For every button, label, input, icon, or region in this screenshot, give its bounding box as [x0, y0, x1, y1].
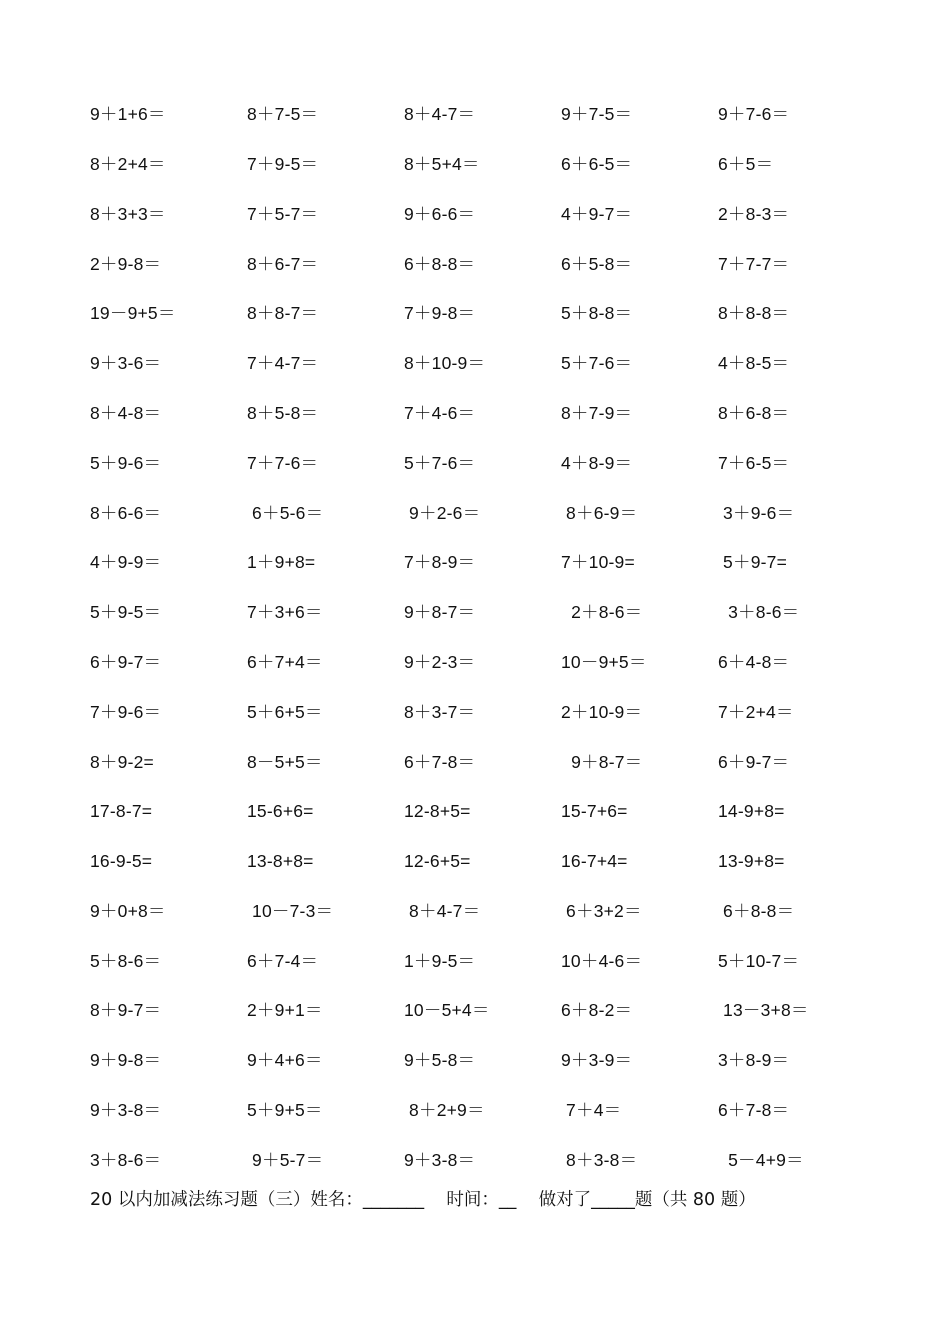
math-problem: 1＋9-5＝ [404, 950, 476, 971]
math-problem: 3＋9-6＝ [718, 502, 795, 523]
math-problem: 5＋9-5＝ [90, 602, 162, 623]
math-problem: 6＋6-5＝ [561, 153, 633, 174]
math-problem: 9＋5-7＝ [247, 1149, 324, 1170]
math-problem: 19－9+5＝ [90, 303, 176, 324]
math-problem: 8＋7-9＝ [561, 402, 633, 423]
problem-row [90, 986, 880, 1036]
math-problem: 9＋2-3＝ [404, 651, 476, 672]
math-problem: 7＋3+6＝ [247, 602, 323, 623]
math-problem: 8＋4-7＝ [404, 900, 481, 921]
math-problem: 2＋8-6＝ [561, 602, 643, 623]
math-problem: 8＋6-9＝ [561, 502, 638, 523]
math-problem: 7＋10-9= [561, 552, 635, 573]
math-problem: 12-6+5= [404, 851, 471, 872]
problem-row [90, 688, 880, 738]
math-problem: 6＋5＝ [718, 153, 774, 174]
math-problem: 8＋8-7＝ [247, 303, 319, 324]
math-problem: 5＋7-6＝ [404, 452, 476, 473]
math-problem: 16-7+4= [561, 851, 628, 872]
math-problem: 5＋8-6＝ [90, 950, 162, 971]
math-problem: 9＋7-6＝ [718, 104, 790, 125]
math-problem: 6＋9-7＝ [718, 751, 790, 772]
math-problem: 9＋3-8＝ [404, 1149, 476, 1170]
math-problem: 2＋10-9＝ [561, 701, 643, 722]
math-problem: 7＋4＝ [561, 1100, 622, 1121]
math-problem: 8＋5+4＝ [404, 153, 480, 174]
problem-grid [90, 90, 880, 1186]
math-problem: 5－4+9＝ [718, 1149, 804, 1170]
math-problem: 4＋8-9＝ [561, 452, 633, 473]
math-problem: 6＋7-8＝ [718, 1100, 790, 1121]
math-problem: 9＋3-6＝ [90, 353, 162, 374]
math-problem: 8＋3+3＝ [90, 203, 166, 224]
math-problem: 5＋7-6＝ [561, 353, 633, 374]
math-problem: 7＋9-6＝ [90, 701, 162, 722]
problem-row [90, 588, 880, 638]
math-problem: 6＋8-2＝ [561, 1000, 633, 1021]
math-problem: 6＋4-8＝ [718, 651, 790, 672]
math-problem: 5＋8-8＝ [561, 303, 633, 324]
math-problem: 7＋5-7＝ [247, 203, 319, 224]
math-problem: 7＋7-6＝ [247, 452, 319, 473]
math-problem: 8＋6-8＝ [718, 402, 790, 423]
math-problem: 8＋4-8＝ [90, 402, 162, 423]
problem-row [90, 737, 880, 787]
math-problem: 6＋8-8＝ [718, 900, 795, 921]
problem-row [90, 887, 880, 937]
problem-row [90, 488, 880, 538]
math-problem: 14-9+8= [718, 801, 785, 822]
math-problem: 9＋9-8＝ [90, 1050, 162, 1071]
problem-row [90, 1086, 880, 1136]
math-problem: 4＋8-5＝ [718, 353, 790, 374]
math-problem: 8＋5-8＝ [247, 402, 319, 423]
math-problem: 9＋4+6＝ [247, 1050, 323, 1071]
math-problem: 4＋9-9＝ [90, 552, 162, 573]
math-problem: 5＋9-7= [718, 552, 788, 573]
math-problem: 8＋8-8＝ [718, 303, 790, 324]
math-problem: 6＋5-6＝ [247, 502, 324, 523]
math-problem: 13－3+8＝ [718, 1000, 809, 1021]
math-problem: 8＋2+4＝ [90, 153, 166, 174]
math-problem: 9＋0+8＝ [90, 900, 166, 921]
math-problem: 9＋1+6＝ [90, 104, 166, 125]
math-problem: 10－9+5＝ [561, 651, 647, 672]
math-problem: 6＋7-8＝ [404, 751, 476, 772]
problem-row [90, 439, 880, 489]
math-problem: 9＋8-7＝ [561, 751, 643, 772]
math-problem: 3＋8-9＝ [718, 1050, 790, 1071]
math-problem: 6＋8-8＝ [404, 253, 476, 274]
math-problem: 8－5+5＝ [247, 751, 323, 772]
math-problem: 15-7+6= [561, 801, 628, 822]
math-problem: 8＋6-6＝ [90, 502, 162, 523]
math-problem: 5＋9+5＝ [247, 1100, 323, 1121]
math-problem: 6＋7-4＝ [247, 950, 319, 971]
math-problem: 13-9+8= [718, 851, 785, 872]
math-problem: 9＋5-8＝ [404, 1050, 476, 1071]
math-problem: 8＋10-9＝ [404, 353, 486, 374]
math-problem: 16-9-5= [90, 851, 153, 872]
math-problem: 17-8-7= [90, 801, 153, 822]
math-problem: 5＋9-6＝ [90, 452, 162, 473]
math-problem: 15-6+6= [247, 801, 314, 822]
math-problem: 8＋2+9＝ [404, 1100, 485, 1121]
math-problem: 9＋8-7＝ [404, 602, 476, 623]
math-problem: 6＋9-7＝ [90, 651, 162, 672]
math-problem: 3＋8-6＝ [90, 1149, 162, 1170]
worksheet-footer: 20 以内加减法练习题（三）姓名：_______ 时间：__ 做对了_____题（共 80 题） [90, 1190, 756, 1210]
math-problem: 7＋7-7＝ [718, 253, 790, 274]
problem-row [90, 1036, 880, 1086]
math-problem: 8＋6-7＝ [247, 253, 319, 274]
math-problem: 10＋4-6＝ [561, 950, 643, 971]
math-problem: 7＋8-9＝ [404, 552, 476, 573]
math-problem: 12-8+5= [404, 801, 471, 822]
math-problem: 2＋9-8＝ [90, 253, 162, 274]
math-problem: 6＋7+4＝ [247, 651, 323, 672]
problem-row [90, 937, 880, 987]
math-problem: 8＋4-7＝ [404, 104, 476, 125]
math-problem: 7＋2+4＝ [718, 701, 794, 722]
problem-row [90, 1136, 880, 1186]
math-problem: 7＋6-5＝ [718, 452, 790, 473]
math-problem: 7＋9-5＝ [247, 153, 319, 174]
math-problem: 5＋10-7＝ [718, 950, 800, 971]
problem-row [90, 638, 880, 688]
math-problem: 6＋5-8＝ [561, 253, 633, 274]
math-problem: 9＋3-9＝ [561, 1050, 633, 1071]
math-problem: 7＋4-7＝ [247, 353, 319, 374]
problem-row [90, 339, 880, 389]
math-problem: 8＋3-8＝ [561, 1149, 638, 1170]
problem-row [90, 190, 880, 240]
problem-row [90, 140, 880, 190]
problem-row [90, 389, 880, 439]
math-problem: 8＋7-5＝ [247, 104, 319, 125]
math-problem: 7＋4-6＝ [404, 402, 476, 423]
math-problem: 9＋2-6＝ [404, 502, 481, 523]
math-problem: 6＋3+2＝ [561, 900, 642, 921]
problem-row [90, 289, 880, 339]
math-problem: 8＋9-7＝ [90, 1000, 162, 1021]
math-problem: 9＋6-6＝ [404, 203, 476, 224]
problem-row [90, 538, 880, 588]
math-problem: 4＋9-7＝ [561, 203, 633, 224]
math-problem: 9＋7-5＝ [561, 104, 633, 125]
problem-row [90, 787, 880, 837]
math-problem: 7＋9-8＝ [404, 303, 476, 324]
problem-row [90, 837, 880, 887]
math-problem: 10－5+4＝ [404, 1000, 490, 1021]
math-problem: 8＋9-2= [90, 751, 154, 772]
math-problem: 10－7-3＝ [247, 900, 334, 921]
math-problem: 3＋8-6＝ [718, 602, 800, 623]
problem-row [90, 90, 880, 140]
math-problem: 8＋3-7＝ [404, 701, 476, 722]
math-problem: 2＋9+1＝ [247, 1000, 323, 1021]
math-problem: 9＋3-8＝ [90, 1100, 162, 1121]
math-problem: 2＋8-3＝ [718, 203, 790, 224]
math-problem: 1＋9+8= [247, 552, 316, 573]
problem-row [90, 239, 880, 289]
math-problem: 5＋6+5＝ [247, 701, 323, 722]
math-problem: 13-8+8= [247, 851, 314, 872]
